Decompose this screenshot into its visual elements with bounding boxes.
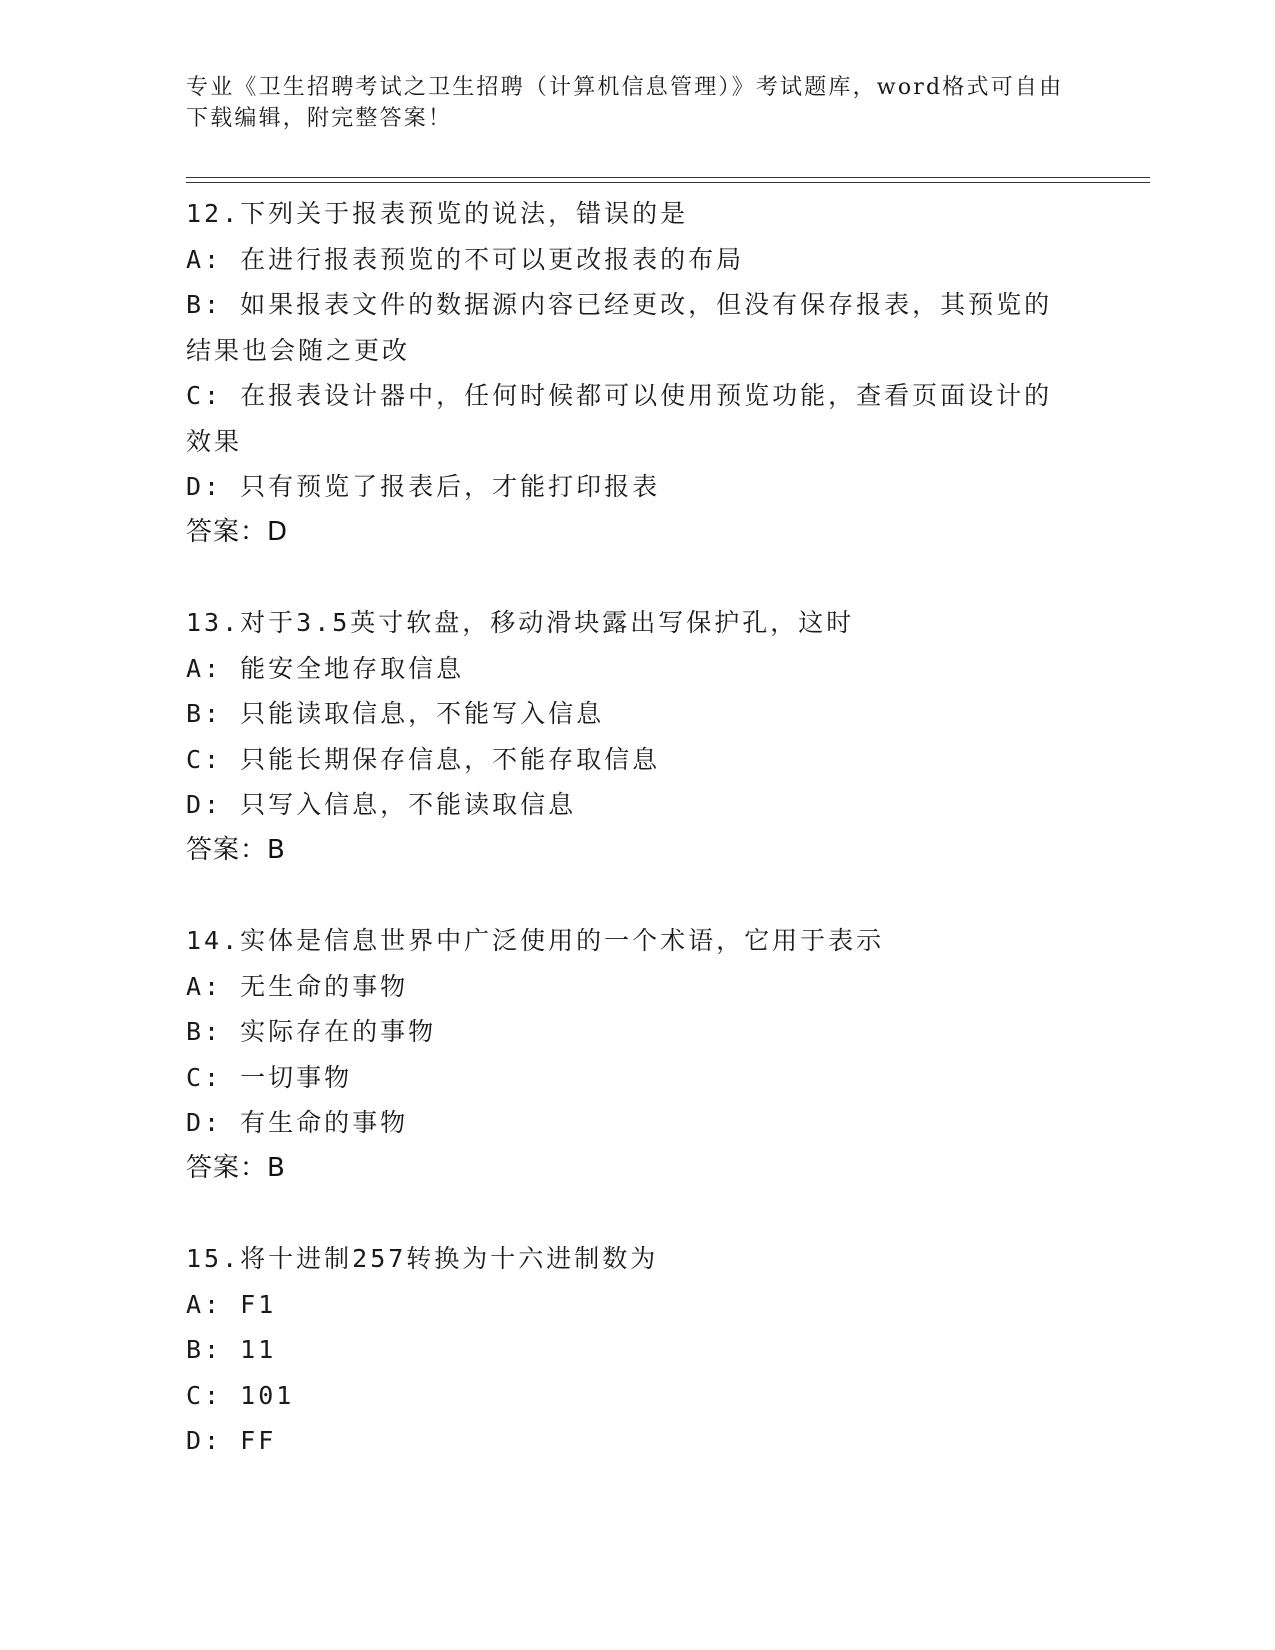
question-15 (186, 1236, 1146, 1464)
option-d: D: 有生命的事物 (186, 1108, 409, 1137)
question-12 (186, 191, 1146, 555)
option-a: A: 无生命的事物 (186, 971, 409, 1001)
question-13 (186, 600, 1146, 873)
header-divider-top (186, 177, 1150, 178)
question-14 (186, 918, 1146, 1191)
option-a: A: F1 (186, 1289, 277, 1319)
option-b: B: 如果报表文件的数据源内容已经更改，但没有保存报表，其预览的结果也会随之更改 (186, 290, 1053, 365)
answer-label: 答案：B (186, 1152, 286, 1183)
option-c: C: 一切事物 (186, 1062, 353, 1092)
option-c: C: 在报表设计器中，任何时候都可以使用预览功能，查看页面设计的效果 (186, 381, 1053, 456)
document-header: 专业《卫生招聘考试之卫生招聘（计算机信息管理）》考试题库，word格式可自由下载编辑，附完整答案！ (186, 75, 1064, 131)
option-b: B: 实际存在的事物 (186, 1017, 437, 1046)
option-a: A: 在进行报表预览的不可以更改报表的布局 (186, 244, 745, 274)
option-b: B: 只能读取信息，不能写入信息 (186, 699, 605, 728)
option-d: D: FF (186, 1426, 277, 1455)
answer-label: 答案：D (186, 516, 289, 547)
question-stem: 15.将十进制257转换为十六进制数为 (186, 1244, 659, 1273)
question-list (186, 191, 1146, 1509)
option-c: C: 101 (186, 1380, 295, 1410)
question-stem: 14.实体是信息世界中广泛使用的一个术语，它用于表示 (186, 926, 885, 955)
option-d: D: 只写入信息，不能读取信息 (186, 790, 577, 819)
option-c: C: 只能长期保存信息，不能存取信息 (186, 744, 661, 774)
option-b: B: 11 (186, 1335, 277, 1364)
question-stem: 13.对于3.5英寸软盘，移动滑块露出写保护孔，这时 (186, 608, 855, 637)
option-d: D: 只有预览了报表后，才能打印报表 (186, 472, 661, 501)
answer-label: 答案：B (186, 834, 286, 865)
header-divider-bottom (186, 182, 1150, 183)
question-stem: 12.下列关于报表预览的说法，错误的是 (186, 199, 689, 228)
option-a: A: 能安全地存取信息 (186, 653, 465, 683)
